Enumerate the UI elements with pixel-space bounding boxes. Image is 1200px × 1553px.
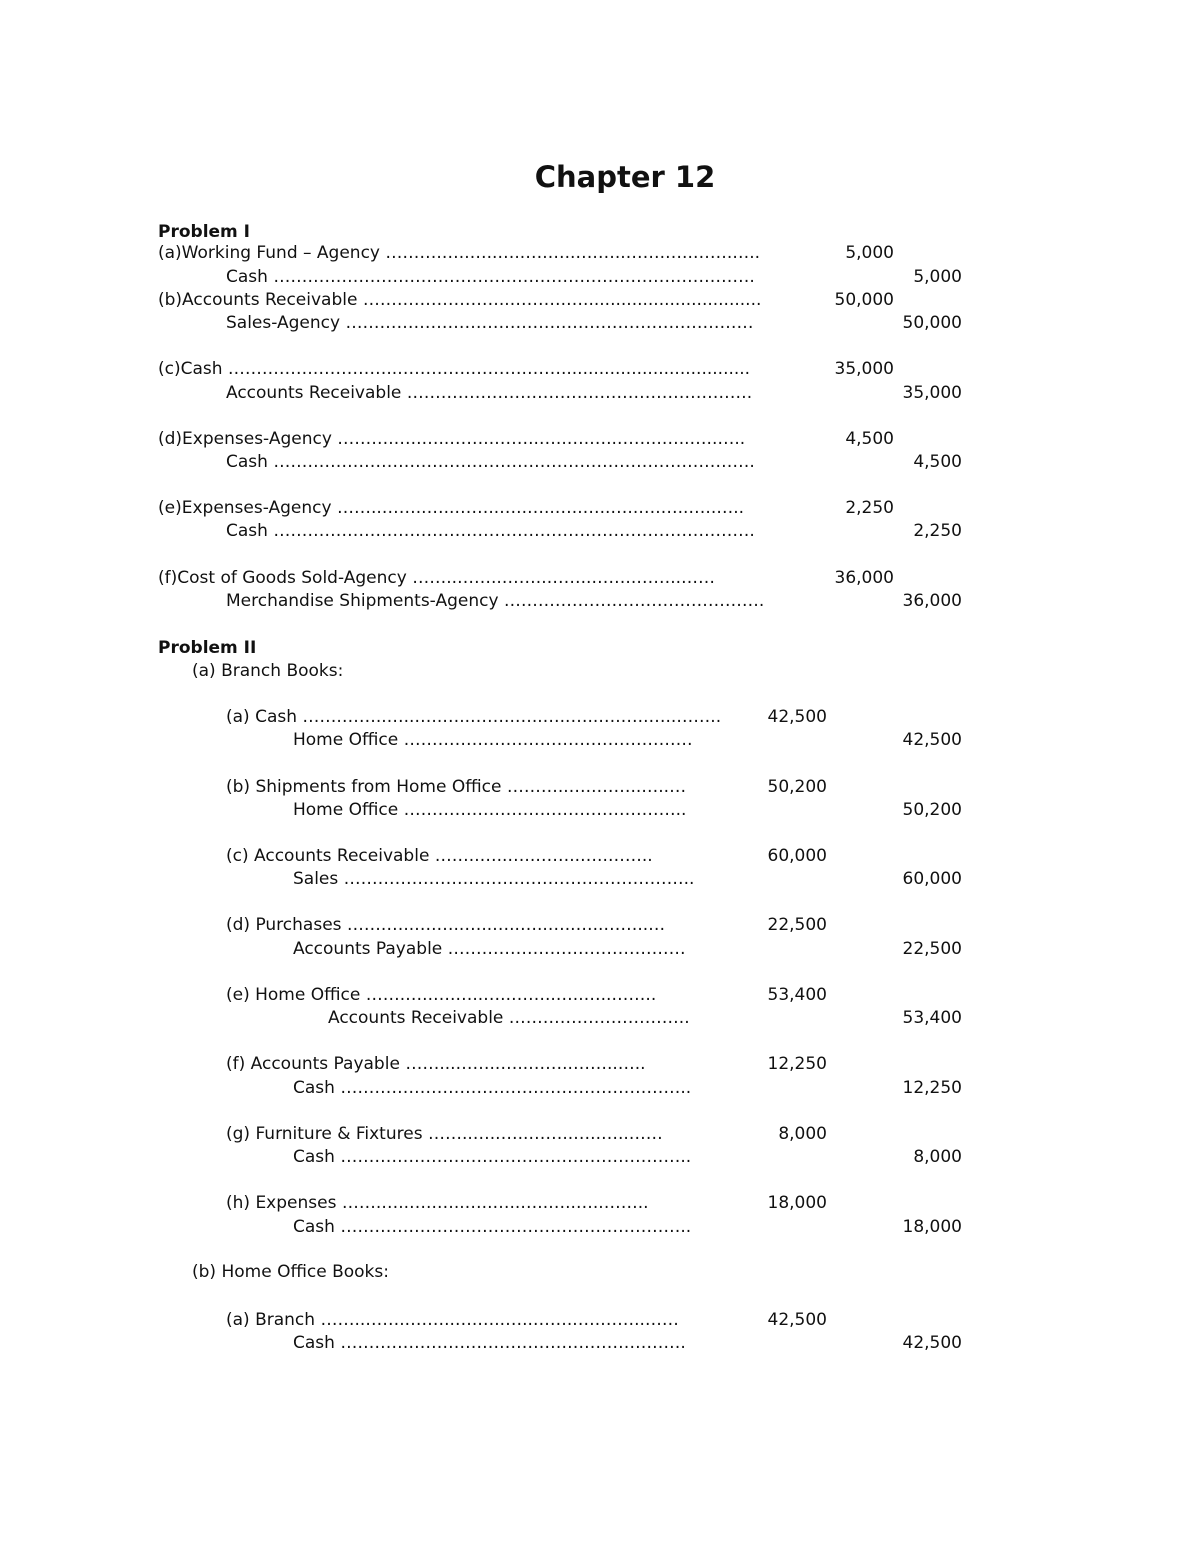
journal-credit-line: Accounts Receivable ……………………………………………………. <box>226 383 753 403</box>
journal-debit-line: (c) Accounts Receivable ……..…..…..……..…..…….. <box>226 846 653 866</box>
credit-amount: 50,200 <box>902 800 962 820</box>
journal-credit-line: Cash ……………………………………………………. <box>293 1333 686 1353</box>
credit-amount: 53,400 <box>902 1008 962 1028</box>
journal-credit-line: Cash …………………………………………………….. <box>293 1147 692 1167</box>
debit-amount: 5,000 <box>845 243 894 263</box>
journal-debit-line: (a) Branch ……..……..……..….…..…..……..….……..…… <box>226 1310 679 1330</box>
problem-2-heading: Problem II <box>158 638 257 658</box>
journal-debit-line: (e)Expenses-Agency ……..……..…..……..…..…..…..…..…..….…..…..….. <box>158 498 745 518</box>
journal-credit-line: Merchandise Shipments-Agency ………………………………………. <box>226 591 765 611</box>
journal-debit-line: (f) Accounts Payable ……...……..…..……..……..….. <box>226 1054 646 1074</box>
journal-credit-line: Sales-Agency ……………………………………………………………… <box>226 313 754 333</box>
credit-amount: 18,000 <box>902 1217 962 1237</box>
journal-debit-line: (a) Cash …….……..…..…..…..……..…..…..…..….…..…..…….. <box>226 707 722 727</box>
journal-debit-line: (f)Cost of Goods Sold-Agency ……..……..……..……..……..……..…… <box>158 568 716 588</box>
debit-amount: 50,000 <box>834 290 894 310</box>
journal-debit-line: (b)Accounts Receivable ……………………..……….…................................. <box>158 290 762 310</box>
debit-amount: 2,250 <box>845 498 894 518</box>
debit-amount: 8,000 <box>778 1124 827 1144</box>
credit-amount: 50,000 <box>902 313 962 333</box>
debit-amount: 35,000 <box>834 359 894 379</box>
journal-debit-line: (b) Shipments from Home Office ………..…..……..…..… <box>226 777 687 797</box>
credit-amount: 5,000 <box>913 267 962 287</box>
debit-amount: 42,500 <box>767 707 827 727</box>
credit-amount: 42,500 <box>902 1333 962 1353</box>
credit-amount: 60,000 <box>902 869 962 889</box>
journal-credit-line: Cash …………………………………………………….. <box>293 1217 692 1237</box>
journal-credit-line: Cash …………………………………………………….. <box>293 1078 692 1098</box>
debit-amount: 42,500 <box>767 1310 827 1330</box>
branch-books-heading: (a) Branch Books: <box>192 661 344 681</box>
journal-credit-line: Home Office ………………………………………….. <box>293 800 687 820</box>
chapter-title: Chapter 12 <box>534 160 716 194</box>
credit-amount: 2,250 <box>913 521 962 541</box>
debit-amount: 60,000 <box>767 846 827 866</box>
debit-amount: 50,200 <box>767 777 827 797</box>
debit-amount: 22,500 <box>767 915 827 935</box>
journal-credit-line: Sales …………………………………………………….. <box>293 869 695 889</box>
journal-credit-line: Cash …………………………………………………………………………. <box>226 521 755 541</box>
credit-amount: 22,500 <box>902 939 962 959</box>
credit-amount: 8,000 <box>913 1147 962 1167</box>
journal-credit-line: Accounts Payable …………………………………… <box>293 939 686 959</box>
journal-debit-line: (e) Home Office …….…..….…..…..……..…..…..…….. <box>226 985 657 1005</box>
journal-credit-line: Accounts Receivable ………………………….. <box>328 1008 690 1028</box>
debit-amount: 36,000 <box>834 568 894 588</box>
debit-amount: 4,500 <box>845 429 894 449</box>
journal-debit-line: (g) Furniture & Fixtures ……..…..…..……..…..…..…… <box>226 1124 663 1144</box>
debit-amount: 18,000 <box>767 1193 827 1213</box>
credit-amount: 36,000 <box>902 591 962 611</box>
journal-credit-line: Home Office …………………………………………… <box>293 730 693 750</box>
journal-debit-line: (d)Expenses-Agency ……….…..…..……..……..…..….…..……..…..…..….. <box>158 429 746 449</box>
problem-1-heading: Problem I <box>158 222 251 242</box>
credit-amount: 4,500 <box>913 452 962 472</box>
credit-amount: 42,500 <box>902 730 962 750</box>
credit-amount: 12,250 <box>902 1078 962 1098</box>
journal-debit-line: (d) Purchases …….…..….…..…..…..…..…..…..……..… <box>226 915 666 935</box>
home-office-books-heading: (b) Home Office Books: <box>192 1262 389 1282</box>
journal-credit-line: Cash …………………………………………………………………………. <box>226 452 755 472</box>
journal-credit-line: Cash …………………………………………………………………………. <box>226 267 755 287</box>
credit-amount: 35,000 <box>902 383 962 403</box>
debit-amount: 12,250 <box>767 1054 827 1074</box>
journal-debit-line: (c)Cash …………….…………..………….……….……................................... <box>158 359 751 379</box>
debit-amount: 53,400 <box>767 985 827 1005</box>
journal-debit-line: (h) Expenses …….…..…..…..…..…..…..…..…..…….. <box>226 1193 649 1213</box>
journal-debit-line: (a)Working Fund – Agency ……….…..…..…..….…..….…..…….…..…….….. <box>158 243 761 263</box>
